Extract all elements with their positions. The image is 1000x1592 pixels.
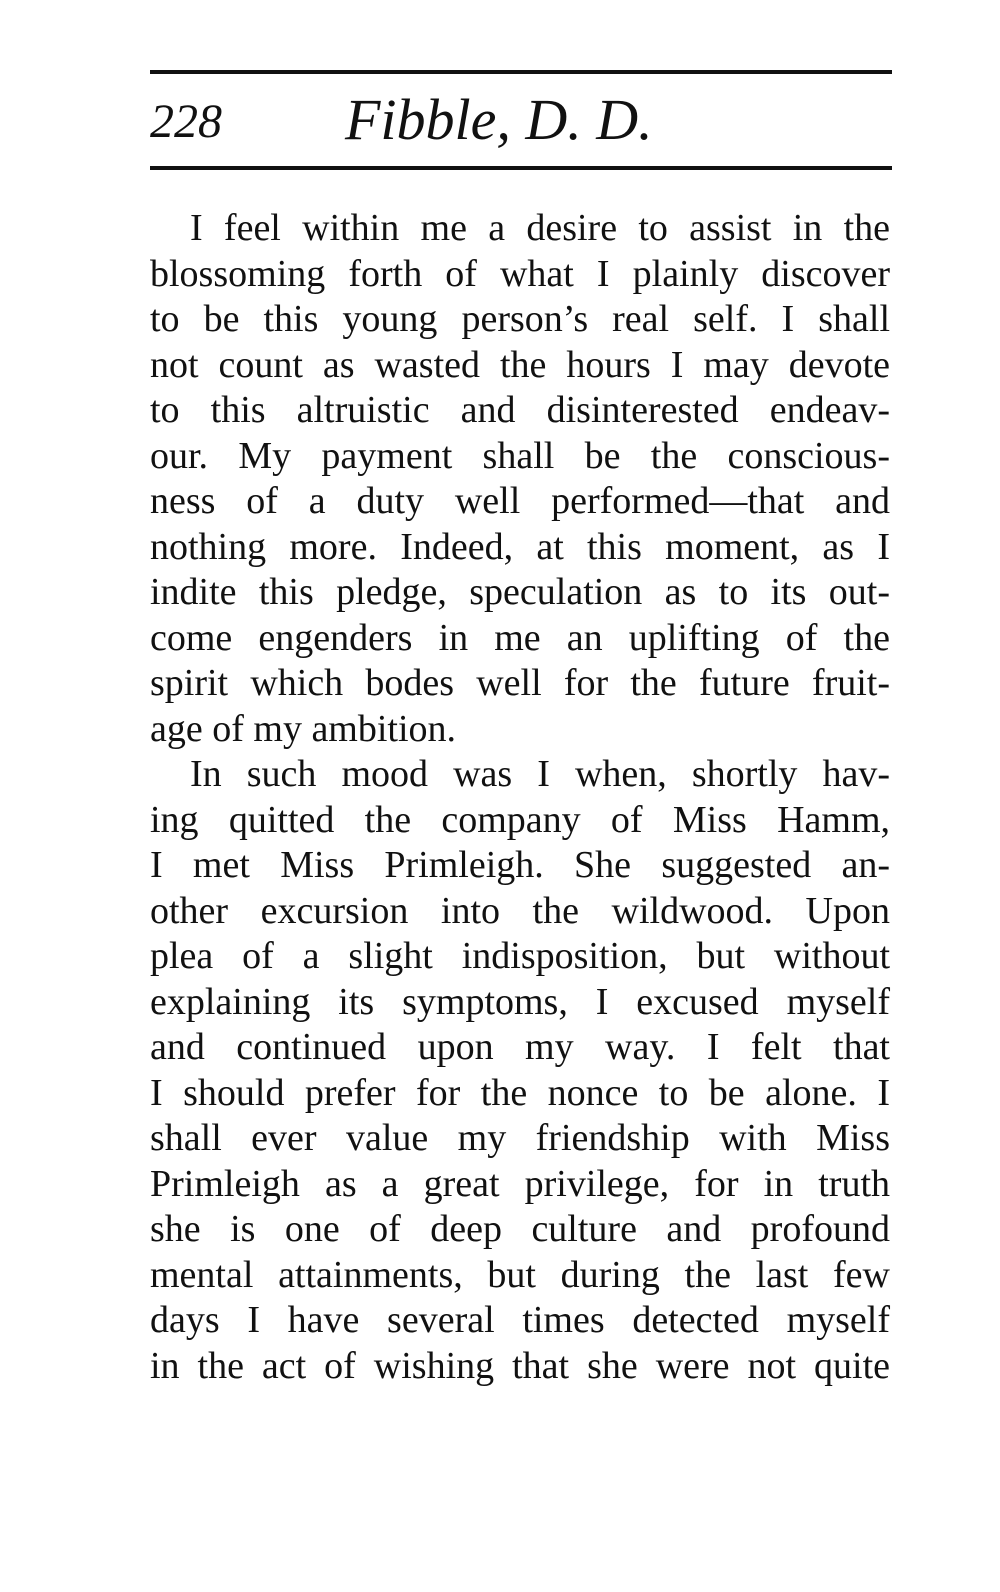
header-rule: [150, 166, 892, 170]
text-line: I met Miss Primleigh. She suggested an-: [150, 844, 890, 886]
running-head: [150, 87, 892, 160]
text-line: I should prefer for the nonce to be alone. I: [150, 1071, 890, 1114]
text-line: blossoming forth of what I plainly discover: [150, 252, 890, 295]
top-rule: [150, 70, 892, 74]
text-line: explaining its symptoms, I excused myself: [150, 980, 890, 1023]
text-line: mental attainments, but during the last few: [150, 1253, 890, 1296]
text-line: come engenders in me an uplifting of the: [150, 616, 890, 659]
page-number: 228: [150, 95, 222, 148]
text-line: our. My payment shall be the conscious-: [150, 434, 890, 477]
text-line: she is one of deep culture and profound: [150, 1208, 890, 1250]
text-line: I feel within me a desire to assist in the: [190, 207, 890, 249]
text-line: age of my ambition.: [150, 707, 457, 750]
text-line: Primleigh as a great privilege, for in truth: [150, 1162, 890, 1205]
text-line: to this altruistic and disinterested endeav-: [150, 389, 890, 431]
text-line: ing quitted the company of Miss Hamm,: [150, 798, 890, 841]
text-line: in the act of wishing that she were not quite: [150, 1344, 890, 1387]
book-title: Fibble, D. D.: [345, 87, 653, 152]
text-line: nothing more. Indeed, at this moment, as I: [150, 525, 890, 568]
text-line: plea of a slight indisposition, but without: [150, 935, 890, 977]
text-line: In such mood was I when, shortly hav-: [190, 753, 890, 795]
text-line: and continued upon my way. I felt that: [150, 1026, 890, 1068]
text-line: to be this young person’s real self. I shall: [150, 298, 890, 340]
text-line: ness of a duty well performed—that and: [150, 480, 890, 522]
text-line: spirit which bodes well for the future fruit-: [150, 662, 890, 704]
text-line: indite this pledge, speculation as to its out-: [150, 571, 890, 613]
text-line: days I have several times detected myself: [150, 1299, 890, 1341]
text-line: not count as wasted the hours I may devote: [150, 343, 890, 386]
text-line: other excursion into the wildwood. Upon: [150, 889, 890, 932]
text-line: shall ever value my friendship with Miss: [150, 1117, 890, 1159]
body-text: [150, 206, 890, 1389]
